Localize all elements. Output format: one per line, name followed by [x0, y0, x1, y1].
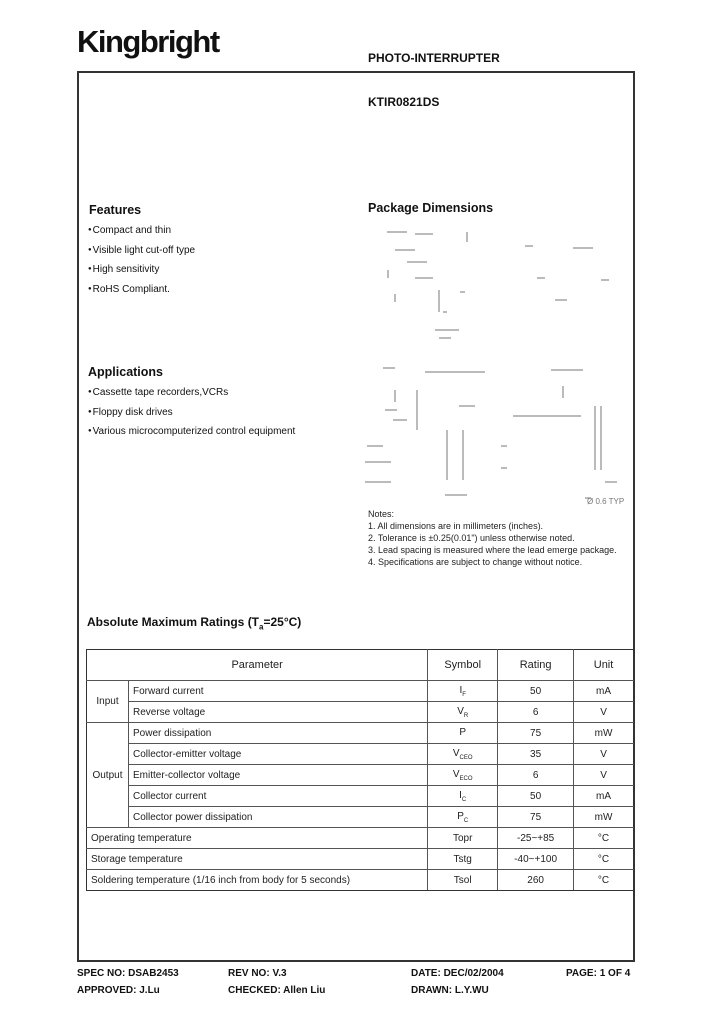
unit-cell: mA	[574, 786, 634, 807]
list-item: ● Compact and thin	[88, 221, 195, 241]
rating-cell: 50	[498, 681, 574, 702]
ratings-title-suffix: =25°C)	[263, 615, 302, 629]
rating-cell: 35	[498, 744, 574, 765]
note-item: 3. Lead spacing is measured where the lead emerge package.	[368, 545, 617, 555]
ratings-title-sub: a	[259, 622, 264, 632]
lead-diameter-label: Ø 0.6 TYP	[587, 497, 625, 506]
spec-number: SPEC NO: DSAB2453	[77, 968, 179, 979]
applications-title: Applications	[88, 365, 164, 379]
unit-cell: mA	[574, 681, 634, 702]
param-cell: Forward current	[128, 681, 427, 702]
unit-cell: V	[574, 765, 634, 786]
table-row	[87, 681, 634, 702]
document-type: PHOTO-INTERRUPTER	[368, 51, 500, 65]
drawn-by: DRAWN: L.Y.WU	[411, 985, 489, 996]
revision-number: REV NO: V.3	[228, 968, 287, 979]
package-drawing	[355, 220, 625, 510]
table-row	[87, 786, 634, 807]
symbol-cell: $P_C$	[428, 807, 498, 828]
unit-cell: V	[574, 744, 634, 765]
features-title: Features	[89, 203, 142, 217]
param-cell: Collector power dissipation	[128, 807, 427, 828]
rating-cell: 6	[498, 765, 574, 786]
group-output: Output	[87, 723, 129, 828]
list-item: ● RoHS Compliant.	[88, 280, 195, 300]
param-cell: Soldering temperature (1/16 inch from body for 5 seconds)	[87, 870, 428, 891]
table-row	[87, 870, 634, 891]
company-logo: Kingbright	[77, 24, 219, 59]
param-cell: Collector-emitter voltage	[128, 744, 427, 765]
package-notes	[368, 508, 617, 568]
ratings-title-prefix: Absolute Maximum Ratings (T	[87, 615, 260, 629]
param-cell: Reverse voltage	[128, 702, 427, 723]
rating-cell: -25~+85	[498, 828, 574, 849]
rating-cell: 6	[498, 702, 574, 723]
checked-by: CHECKED: Allen Liu	[228, 985, 326, 996]
rating-cell: 75	[498, 723, 574, 744]
frame-bottom-line	[77, 960, 635, 962]
note-item: 2. Tolerance is ±0.25(0.01") unless otherwise noted.	[368, 533, 575, 543]
applications-list	[88, 383, 295, 442]
param-cell: Operating temperature	[87, 828, 428, 849]
rating-cell: 260	[498, 870, 574, 891]
symbol-cell: $I_F$	[428, 681, 498, 702]
package-dimensions-title: Package Dimensions	[368, 201, 494, 215]
list-item: ● Various microcomputerized control equipment	[88, 422, 295, 442]
header-rating: Rating	[498, 650, 574, 681]
unit-cell: °C	[574, 870, 634, 891]
list-item: ● Cassette tape recorders,VCRs	[88, 383, 295, 403]
header-parameter: Parameter	[87, 650, 428, 681]
rating-cell: -40~+100	[498, 849, 574, 870]
date: DATE: DEC/02/2004	[411, 968, 504, 979]
group-input: Input	[87, 681, 129, 723]
page-number: PAGE: 1 OF 4	[566, 968, 631, 979]
unit-cell: mW	[574, 807, 634, 828]
param-cell: Storage temperature	[87, 849, 428, 870]
symbol-cell: $V_{CEO}$	[428, 744, 498, 765]
symbol-cell: $I_C$	[428, 786, 498, 807]
symbol-cell: $V_R$	[428, 702, 498, 723]
rating-cell: 50	[498, 786, 574, 807]
symbol-cell: Tstg	[428, 849, 498, 870]
symbol-cell: P	[428, 723, 498, 744]
unit-cell: °C	[574, 849, 634, 870]
unit-cell: °C	[574, 828, 634, 849]
table-row	[87, 765, 634, 786]
table-row	[87, 723, 634, 744]
features-list	[88, 221, 195, 299]
unit-cell: V	[574, 702, 634, 723]
symbol-cell: Topr	[428, 828, 498, 849]
note-item: 1. All dimensions are in millimeters (inches).	[368, 521, 544, 531]
frame-top-line	[77, 71, 635, 73]
approved-by: APPROVED: J.Lu	[77, 985, 160, 996]
param-cell: Emitter-collector voltage	[128, 765, 427, 786]
table-row	[87, 702, 634, 723]
list-item: ● Floppy disk drives	[88, 403, 295, 423]
list-item: ● Visible light cut-off type	[88, 241, 195, 261]
unit-cell: mW	[574, 723, 634, 744]
table-row	[87, 744, 634, 765]
symbol-cell: Tsol	[428, 870, 498, 891]
param-cell: Collector current	[128, 786, 427, 807]
header-unit: Unit	[574, 650, 634, 681]
table-row	[87, 828, 634, 849]
header-symbol: Symbol	[428, 650, 498, 681]
symbol-cell: $V_{ECO}$	[428, 765, 498, 786]
rating-cell: 75	[498, 807, 574, 828]
note-item: 4. Specifications are subject to change without notice.	[368, 557, 583, 567]
frame-left-line	[77, 71, 79, 961]
ratings-title	[87, 615, 301, 631]
table-header-row	[87, 650, 634, 681]
table-row	[87, 849, 634, 870]
part-number: KTIR0821DS	[368, 95, 440, 109]
table-row	[87, 807, 634, 828]
param-cell: Power dissipation	[128, 723, 427, 744]
ratings-table	[86, 649, 634, 891]
list-item: ● High sensitivity	[88, 260, 195, 280]
notes-title: Notes:	[368, 509, 395, 519]
